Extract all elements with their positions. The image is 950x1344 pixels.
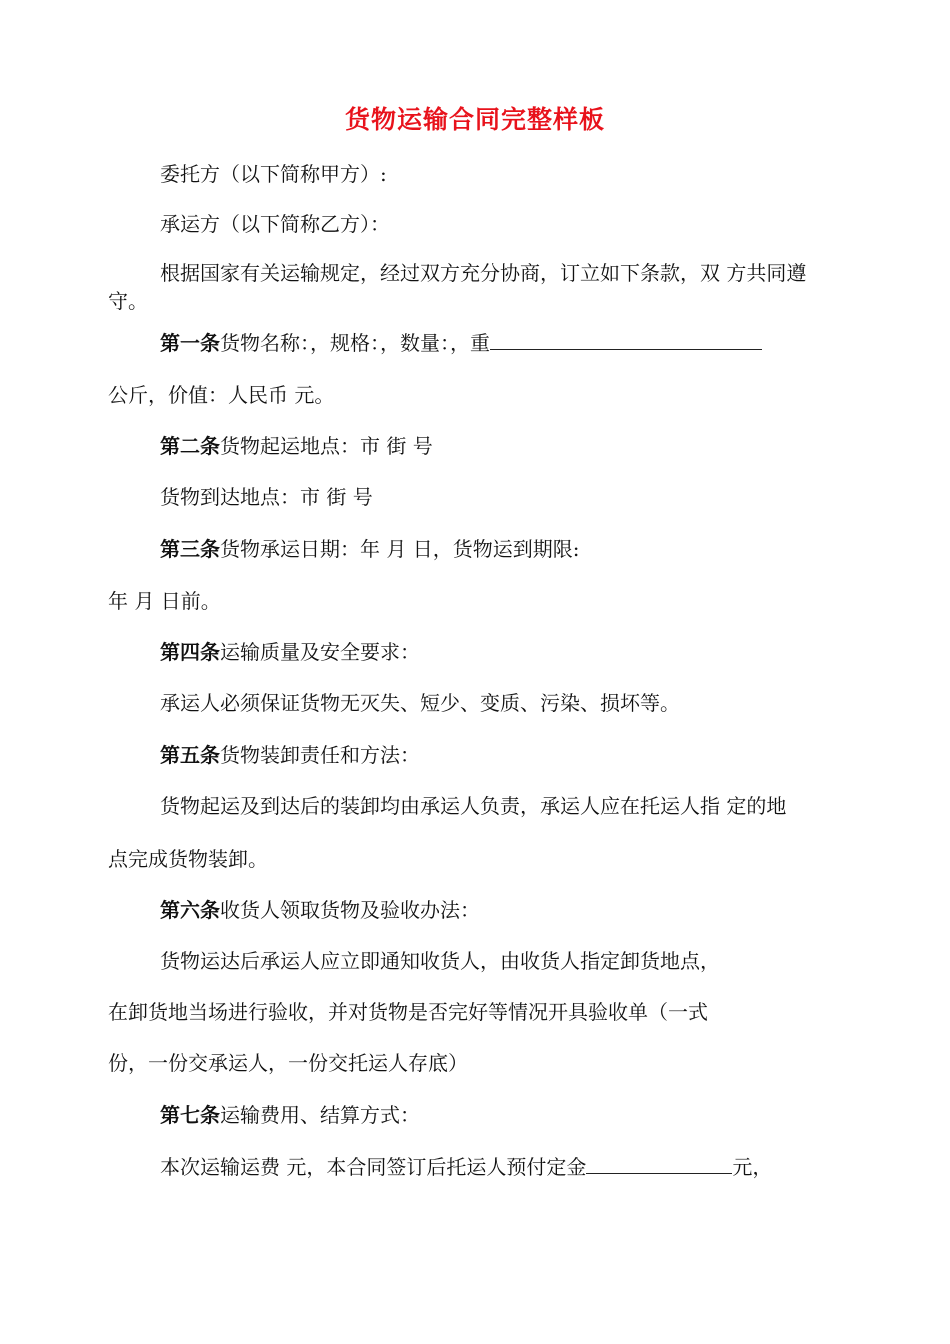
article-7-text: 运输费用、结算方式： [220,1103,420,1127]
article-7-line [160,1101,420,1129]
article-1-continuation: 公斤，价值：人民币 元。 [108,383,335,407]
article-4-line [160,638,420,666]
article-6-body-1: 货物运达后承运人应立即通知收货人，由收货人指定卸货地点， [160,949,720,973]
article-2-line [160,432,433,460]
article-2-text: 货物起运地点：市 街 号 [220,434,433,458]
deposit-blank [586,1153,732,1174]
article-3-text: 货物承运日期：年 月 日，货物运到期限: [220,537,580,561]
carrier-line: 承运方（以下简称乙方）： [160,212,390,236]
article-3-continuation: 年 月 日前。 [108,589,221,613]
article-5-text: 货物装卸责任和方法： [220,743,420,767]
article-6-text: 收货人领取货物及验收办法： [220,898,480,922]
document-title: 货物运输合同完整样板 [344,105,605,134]
article-1-text: 货物名称：，规格：，数量：，重 [220,331,490,355]
article-5-body-1: 货物起运及到达后的装卸均由承运人负责，承运人应在托运人指 定的地 [160,794,787,818]
article-7-body-1 [160,1153,772,1181]
article-7-heading: 第七条 [160,1103,220,1127]
article-4-text: 运输质量及安全要求： [220,640,420,664]
principal-line: 委托方（以下简称甲方）: [160,162,387,186]
article-1-heading: 第一条 [160,331,220,355]
article-5-line [160,741,420,769]
article-6-body-3: 份，一份交承运人，一份交托运人存底） [108,1051,468,1075]
article-4-heading: 第四条 [160,640,220,664]
freight-unit: 元， [732,1155,773,1179]
article-5-body-2: 点完成货物装卸。 [108,847,268,871]
article-3-heading: 第三条 [160,537,220,561]
article-3-line [160,535,579,563]
article-4-continuation: 承运人必须保证货物无灭失、短少、变质、污染、损坏等。 [160,691,680,715]
article-6-line [160,896,480,924]
article-2-heading: 第二条 [160,434,220,458]
freight-text: 本次运输运费 元，本合同签订后托运人预付定金 [160,1155,587,1179]
preamble-paragraph: 根据国家有关运输规定，经过双方充分协商，订立如下条款，双 方共同遵守。 [108,261,807,313]
article-2-continuation: 货物到达地点：市 街 号 [160,485,373,509]
article-6-heading: 第六条 [160,898,220,922]
article-5-heading: 第五条 [160,743,220,767]
article-6-body-2: 在卸货地当场进行验收，并对货物是否完好等情况开具验收单（一式 [108,1000,708,1024]
weight-blank [490,329,762,350]
article-1-line [160,329,762,357]
